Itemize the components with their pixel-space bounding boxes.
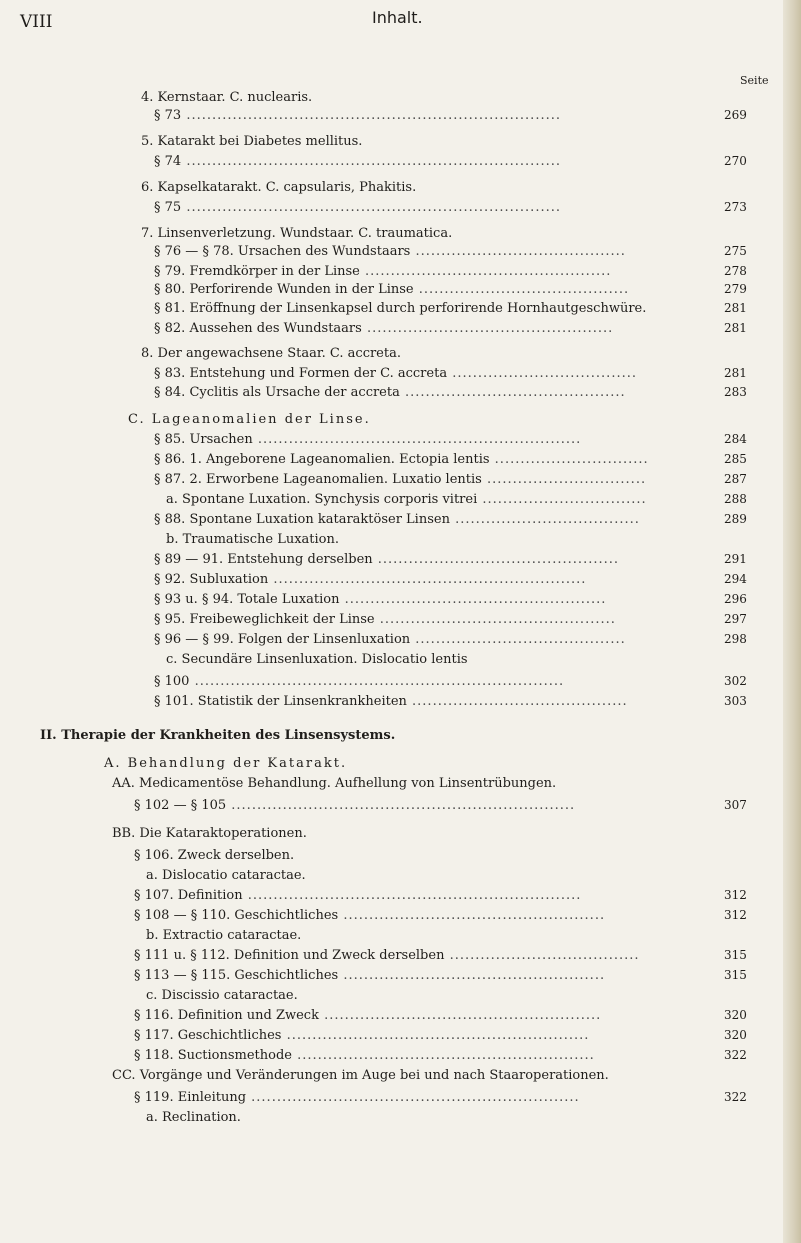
toc-entry-text: § 81. Eröffnung der Linsenkapsel durch perforirende Hornhautgeschwüre.	[154, 301, 647, 316]
toc-entry-text: § 92. Subluxation	[154, 572, 269, 587]
toc-leader-dots: .........................................................................	[181, 108, 561, 123]
toc-leader-dots: ................................................	[359, 264, 612, 279]
toc-page-number: 315	[724, 948, 747, 962]
toc-entry	[154, 572, 586, 587]
toc-entry	[154, 512, 640, 527]
toc-page-number: 312	[724, 888, 747, 902]
toc-entry	[166, 492, 647, 507]
toc-leader-dots: .........................................................................	[181, 200, 561, 215]
toc-entry-text: § 118. Suctionsmethode	[134, 1048, 292, 1063]
toc-entry-text: § 116. Definition und Zweck	[134, 1008, 319, 1023]
toc-leader-dots: .........................................	[410, 244, 626, 259]
toc-page-number: 297	[724, 612, 747, 626]
toc-entry	[154, 674, 564, 689]
toc-entry-text: § 87. 2. Erworbene Lageanomalien. Luxatio lentis	[154, 472, 482, 487]
toc-entry	[154, 432, 581, 447]
toc-page-number: 281	[724, 321, 747, 335]
toc-entry	[154, 552, 619, 567]
toc-entry	[146, 988, 298, 1003]
toc-entry	[154, 282, 629, 297]
toc-leader-dots: ...............................................	[372, 552, 619, 567]
toc-entry	[141, 180, 416, 195]
toc-entry-text: AA. Medicamentöse Behandlung. Aufhellung von Linsentrübungen.	[112, 776, 557, 791]
toc-entry	[154, 472, 646, 487]
toc-entry-text: CC. Vorgänge und Veränderungen im Auge bei und nach Staaroperationen.	[112, 1068, 609, 1083]
toc-entry-text: § 83. Entstehung und Formen der C. accreta	[154, 366, 448, 381]
toc-entry	[166, 532, 339, 547]
toc-entry	[154, 154, 561, 169]
toc-leader-dots: ...............................	[481, 472, 647, 487]
toc-entry	[134, 968, 605, 983]
toc-entry-text: § 75	[154, 200, 182, 215]
toc-leader-dots: ......................................................	[318, 1008, 602, 1023]
toc-entry-text: a. Spontane Luxation. Synchysis corporis vitrei	[166, 492, 478, 507]
toc-entry-text: § 73	[154, 108, 182, 123]
toc-entry-text: c. Discissio cataractae.	[146, 988, 298, 1003]
toc-entry	[40, 728, 395, 743]
toc-leader-dots: ...........................................	[399, 385, 626, 400]
toc-entry-text: II. Therapie der Krankheiten des Linsensystems.	[40, 728, 396, 743]
toc-entry-text: § 84. Cyclitis als Ursache der accreta	[154, 385, 400, 400]
toc-leader-dots: ..........................................	[406, 694, 628, 709]
toc-entry	[104, 756, 347, 771]
toc-page-number: 296	[724, 592, 747, 606]
toc-page-number: 284	[724, 432, 747, 446]
toc-entry	[134, 1028, 589, 1043]
toc-entry-text: § 89 — 91. Entstehung derselben	[154, 552, 373, 567]
page-edge	[783, 0, 801, 1243]
toc-page-number: 281	[724, 366, 747, 380]
toc-entry-text: § 86. 1. Angeborene Lageanomalien. Ectopia lentis	[154, 452, 490, 467]
toc-entry-text: 7. Linsenverletzung. Wundstaar. C. traumatica.	[141, 226, 453, 241]
toc-entry-text: a. Reclination.	[146, 1110, 241, 1125]
toc-entry	[112, 776, 556, 791]
toc-page-number: 322	[724, 1048, 747, 1062]
toc-leader-dots: ...............................................................	[252, 432, 582, 447]
toc-leader-dots: ........................................................................	[189, 674, 565, 689]
toc-entry	[154, 301, 646, 316]
toc-page-number: 287	[724, 472, 747, 486]
toc-entry	[154, 452, 649, 467]
toc-entry	[134, 1090, 580, 1105]
toc-entry-text: BB. Die Kataraktoperationen.	[112, 826, 307, 841]
toc-entry-text: § 111 u. § 112. Definition und Zweck derselben	[134, 948, 445, 963]
toc-entry-text: A. Behandlung der Katarakt.	[104, 756, 348, 771]
toc-entry-text: b. Traumatische Luxation.	[166, 532, 340, 547]
toc-entry-text: a. Dislocatio cataractae.	[146, 868, 306, 883]
toc-entry	[154, 694, 628, 709]
toc-entry-text: § 117. Geschichtliches	[134, 1028, 282, 1043]
toc-entry-text: § 96 — § 99. Folgen der Linsenluxation	[154, 632, 411, 647]
toc-entry	[134, 798, 575, 813]
toc-leader-dots: ................................................................	[246, 1090, 580, 1105]
toc-entry	[141, 90, 312, 105]
toc-entry-text: § 95. Freibeweglichkeit der Linse	[154, 612, 375, 627]
toc-leader-dots: ....................................	[447, 366, 637, 381]
toc-entry	[154, 108, 561, 123]
toc-entry	[166, 652, 468, 667]
toc-entry-text: b. Extractio cataractae.	[146, 928, 302, 943]
toc-page-number: 294	[724, 572, 747, 586]
toc-page-number: 289	[724, 512, 747, 526]
toc-entry	[134, 1008, 601, 1023]
toc-entry	[134, 908, 605, 923]
toc-page-number: 279	[724, 282, 747, 296]
toc-page-number: 291	[724, 552, 747, 566]
toc-entry-text: § 79. Fremdkörper in der Linse	[154, 264, 360, 279]
toc-leader-dots: ...................................................................	[226, 798, 576, 813]
toc-entry-text: § 101. Statistik der Linsenkrankheiten	[154, 694, 407, 709]
toc-page-number: 269	[724, 108, 747, 122]
toc-leader-dots: ................................................	[361, 321, 614, 336]
toc-page-number: 307	[724, 798, 747, 812]
toc-entry-text: § 74	[154, 154, 182, 169]
toc-entry	[141, 346, 401, 361]
toc-entry	[154, 385, 626, 400]
toc-leader-dots: ..............................	[489, 452, 649, 467]
toc-entry	[154, 244, 626, 259]
toc-entry-text: § 106. Zweck derselben.	[134, 848, 295, 863]
toc-page-number: 270	[724, 154, 747, 168]
toc-leader-dots: ....................................	[449, 512, 640, 527]
toc-entry	[154, 264, 611, 279]
toc-page-number: 302	[724, 674, 747, 688]
page-number: VIII	[20, 12, 53, 32]
toc-entry-text: § 102 — § 105	[134, 798, 227, 813]
toc-page-number: 275	[724, 244, 747, 258]
toc-entry	[154, 632, 626, 647]
toc-page-number: 283	[724, 385, 747, 399]
toc-entry	[134, 948, 639, 963]
toc-entry-text: § 93 u. § 94. Totale Luxation	[154, 592, 340, 607]
toc-entry	[154, 612, 616, 627]
toc-page-number: 315	[724, 968, 747, 982]
toc-page-number: 288	[724, 492, 747, 506]
toc-entry	[134, 888, 581, 903]
toc-leader-dots: ...................................................	[339, 592, 607, 607]
toc-page-number: 312	[724, 908, 747, 922]
toc-entry-text: § 82. Aussehen des Wundstaars	[154, 321, 362, 336]
toc-page-number: 303	[724, 694, 747, 708]
toc-entry-text: § 108 — § 110. Geschichtliches	[134, 908, 339, 923]
toc-entry	[154, 592, 606, 607]
toc-entry-text: § 107. Definition	[134, 888, 243, 903]
toc-entry	[141, 134, 362, 149]
toc-entry-text: C. Lageanomalien der Linse.	[128, 412, 371, 427]
toc-leader-dots: .....................................	[444, 948, 640, 963]
toc-entry	[146, 868, 306, 883]
toc-leader-dots: .........................................	[413, 282, 630, 297]
toc-entry-text: 8. Der angewachsene Staar. C. accreta.	[141, 346, 401, 361]
toc-leader-dots: ...................................................	[338, 908, 606, 923]
toc-leader-dots: ................................	[477, 492, 647, 507]
toc-leader-dots: ...........................................................	[281, 1028, 590, 1043]
seite-label: Seite	[740, 74, 769, 87]
toc-entry-text: 6. Kapselkatarakt. C. capsularis, Phakitis.	[141, 180, 417, 195]
toc-entry	[154, 321, 613, 336]
toc-page-number: 320	[724, 1028, 747, 1042]
toc-leader-dots: .........................................................................	[181, 154, 561, 169]
toc-entry	[154, 366, 637, 381]
toc-leader-dots: .........................................	[410, 632, 626, 647]
toc-page-number: 320	[724, 1008, 747, 1022]
toc-entry-text: § 76 — § 78. Ursachen des Wundstaars	[154, 244, 411, 259]
toc-entry-text: 5. Katarakt bei Diabetes mellitus.	[141, 134, 363, 149]
toc-entry-text: § 80. Perforirende Wunden in der Linse	[154, 282, 414, 297]
toc-page-number: 285	[724, 452, 747, 466]
toc-leader-dots: ..............................................	[374, 612, 616, 627]
toc-page-number: 281	[724, 301, 747, 315]
toc-page-number: 278	[724, 264, 747, 278]
toc-entry	[112, 826, 307, 841]
toc-entry	[146, 1110, 241, 1125]
toc-page-number: 298	[724, 632, 747, 646]
toc-entry	[141, 226, 452, 241]
toc-entry-text: § 119. Einleitung	[134, 1090, 247, 1105]
toc-entry-text: c. Secundäre Linsenluxation. Dislocatio lentis	[166, 652, 468, 667]
toc-entry	[134, 1048, 595, 1063]
toc-leader-dots: .................................................................	[242, 888, 582, 903]
toc-entry-text: § 100	[154, 674, 190, 689]
toc-entry	[128, 412, 371, 427]
toc-leader-dots: ..........................................................	[291, 1048, 595, 1063]
toc-page-number: 273	[724, 200, 747, 214]
toc-entry	[134, 848, 294, 863]
page-heading: Inhalt.	[372, 8, 423, 27]
toc-leader-dots: .............................................................	[268, 572, 587, 587]
toc-entry	[112, 1068, 609, 1083]
toc-page-number: 322	[724, 1090, 747, 1104]
toc-entry-text: 4. Kernstaar. C. nuclearis.	[141, 90, 313, 105]
toc-entry-text: § 113 — § 115. Geschichtliches	[134, 968, 339, 983]
toc-entry-text: § 88. Spontane Luxation kataraktöser Linsen	[154, 512, 450, 527]
toc-entry	[146, 928, 301, 943]
toc-entry-text: § 85. Ursachen	[154, 432, 253, 447]
toc-entry	[154, 200, 561, 215]
toc-leader-dots: ...................................................	[338, 968, 606, 983]
